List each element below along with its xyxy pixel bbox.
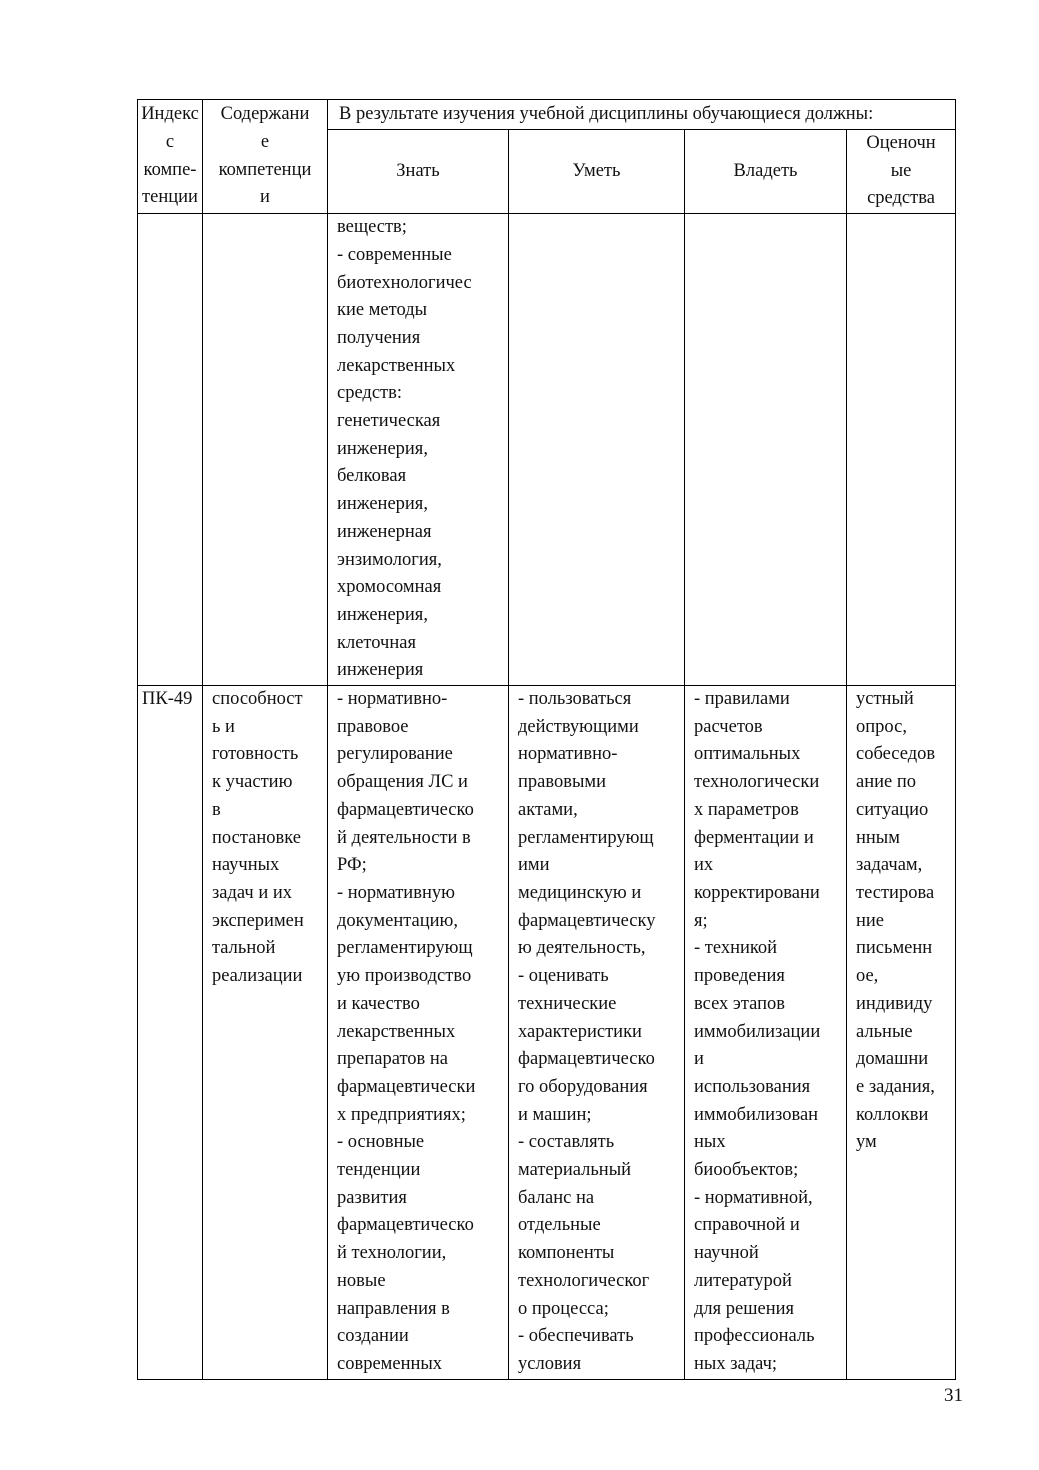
row-assess-cell: устный опрос, собеседов ание по ситуацио нным задачам, тестирова ние письменн ое, индивиду альные домашни е задания, коллокви ум (847, 686, 956, 1380)
row-index-cell (138, 214, 203, 686)
header-content: Содержани е компетенци и (203, 100, 328, 214)
table-row (138, 214, 956, 686)
competency-table (137, 99, 956, 1380)
header-assess: Оценочн ые средства (847, 130, 956, 214)
header-own: Владеть (685, 130, 847, 214)
header-result: В результате изучения учебной дисциплины обучающиеся должны: (328, 100, 956, 130)
row-know-cell: веществ; - современные биотехнологичес кие методы получения лекарственных средств: генетическая инженерия, белковая инженерия, инженерная энзимология, хромосомная инженерия, клеточная инженерия (328, 214, 509, 686)
table-row (138, 686, 956, 1380)
row-own-cell: - правилами расчетов оптимальных технологически х параметров ферментации и их корректировани я; - техникой проведения всех этапов иммобилизации и использования иммобилизован ных биообъектов; - нормативной, справочной и научной литературой для решения профессиональ ных задач; (685, 686, 847, 1380)
row-index-cell: ПК-49 (138, 686, 203, 1380)
row-know-cell: - нормативно- правовое регулирование обращения ЛС и фармацевтическо й деятельности в РФ; - нормативную документацию, регламентирующ ую производство и качество лекарственных препаратов на фармацевтически х предприятиях; - основные тенденции развития фармацевтическо й технологии, новые направления в создании современных (328, 686, 509, 1380)
row-own-cell (685, 214, 847, 686)
row-content-cell (203, 214, 328, 686)
header-know: Знать (328, 130, 509, 214)
page-number: 31 (944, 1385, 963, 1406)
row-can-cell (509, 214, 685, 686)
row-content-cell: способност ь и готовность к участию в постановке научных задач и их эксперимен тальной реализации (203, 686, 328, 1380)
header-index: Индекс с компе- тенции (138, 100, 203, 214)
header-can: Уметь (509, 130, 685, 214)
row-can-cell: - пользоваться действующими нормативно- правовыми актами, регламентирующ ими медицинскую и фармацевтическу ю деятельность, - оценивать технические характеристики фармацевтическо го оборудования и машин; - составлять материальный баланс на отдельные компоненты технологическог о процесса; - обеспечивать условия (509, 686, 685, 1380)
row-assess-cell (847, 214, 956, 686)
